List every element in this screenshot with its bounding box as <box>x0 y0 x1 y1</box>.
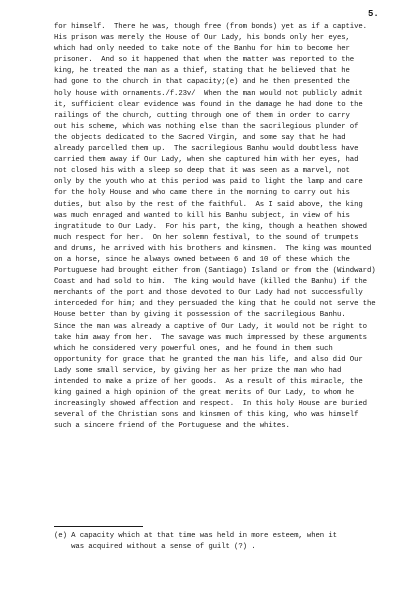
text-line: Portuguese had brought either from (Santiago) Island or from the (Windward) <box>54 267 376 276</box>
text-line: several of the Christian sons and kinsmen of this king, who was himself <box>54 411 359 420</box>
text-line: and drums, he arrived with his brothers and kinsmen. The king was mounted <box>54 244 372 253</box>
text-line: House better than by giving it possession of the sacrilegious Banhu. <box>54 311 346 320</box>
body-text <box>54 22 394 432</box>
text-line: railings of the church, cutting through one of them in order to carry <box>54 111 350 120</box>
text-line: already parcelled them up. The sacrilegious Banhu would doubtless have <box>54 145 359 154</box>
text-line: prisoner. And so it happened that when the matter was reported to the <box>54 56 355 65</box>
text-line: out his scheme, which was nothing else than the sacrilegious plunder of <box>54 122 359 131</box>
text-line: intended to make a prize of her goods. As a result of this miracle, the <box>54 378 363 386</box>
text-line: king, he treated the man as a thief, stating that he believed that he <box>54 67 350 76</box>
text-line: merchants of the port and those devoted to Our Lady had not successfully <box>54 289 363 298</box>
text-line: Lady some small service, by giving her as her prize the man who had <box>54 366 342 375</box>
text-line: only by the youth who at this period was paid to light the lamp and care <box>54 178 363 187</box>
text-line: take him away from her. The savage was much impressed by these arguments <box>54 333 367 342</box>
text-line: Since the man was already a captive of Our Lady, it would not be right to <box>54 322 367 331</box>
text-line: for the holy House and who came there in the morning to carry out his <box>54 189 350 198</box>
text-line: king gained a high opinion of the great merits of Our Lady, to whom he <box>54 389 355 398</box>
footnote-line: (e) A capacity which at that time was held in more esteem, when it <box>54 532 337 540</box>
text-line: carried them away if Our Lady, when she captured him with her eyes, had <box>54 156 359 165</box>
text-line: Coast and had sold to him. The king would have (killed the Banhu) if the <box>54 278 367 287</box>
text-line: was much enraged and wanted to kill his Banhu subject, in view of his <box>54 211 350 220</box>
text-line: increasingly showed affection and respect. In this holy House are buried <box>54 400 367 409</box>
text-line: it, sufficient clear evidence was found in the damage he had done to the <box>54 100 363 109</box>
footnote-line: was acquired without a sense of guilt (?) . <box>54 543 256 552</box>
text-line: which he considered very powerful ones, and he found in them such <box>54 344 333 353</box>
text-line: for himself. There he was, though free (from bonds) yet as if a captive. <box>54 23 367 31</box>
text-line: interceded for him; and they persuaded the king that he could not serve the <box>54 300 376 309</box>
text-line: holy house with ornaments./f.23v/ When the man would not publicly admit <box>54 89 363 98</box>
text-line: His prison was merely the House of Our Lady, his bonds only her eyes, <box>54 34 350 43</box>
text-line: on a horse, since he always owned between 6 and 10 of these which the <box>54 255 350 264</box>
page-number: 5. <box>368 9 379 19</box>
footnote <box>54 531 394 553</box>
text-line: had gone to the church in that capacity;(e) and he then presented the <box>54 78 350 87</box>
footnote-rule <box>54 526 143 527</box>
text-line: which had only needed to take note of the Banhu for him to become her <box>54 45 350 54</box>
text-line: ingratitude to Our Lady. For his part, the king, though a heathen showed <box>54 222 367 231</box>
text-line: opportunity for grace that he granted the man his life, and also did Our <box>54 355 363 364</box>
text-line: such a sincere friend of the Portuguese and the whites. <box>54 422 290 431</box>
text-line: not closed his with a sleep so deep that it was seen as a marvel, not <box>54 167 350 176</box>
text-line: duties, but also by the rest of the faithful. As I said above, the king <box>54 200 363 209</box>
text-line: the objects dedicated to the Sacred Virgin, and some say that he had <box>54 133 346 142</box>
text-line: much respect for her. On her solemn festival, to the sound of trumpets <box>54 233 359 242</box>
